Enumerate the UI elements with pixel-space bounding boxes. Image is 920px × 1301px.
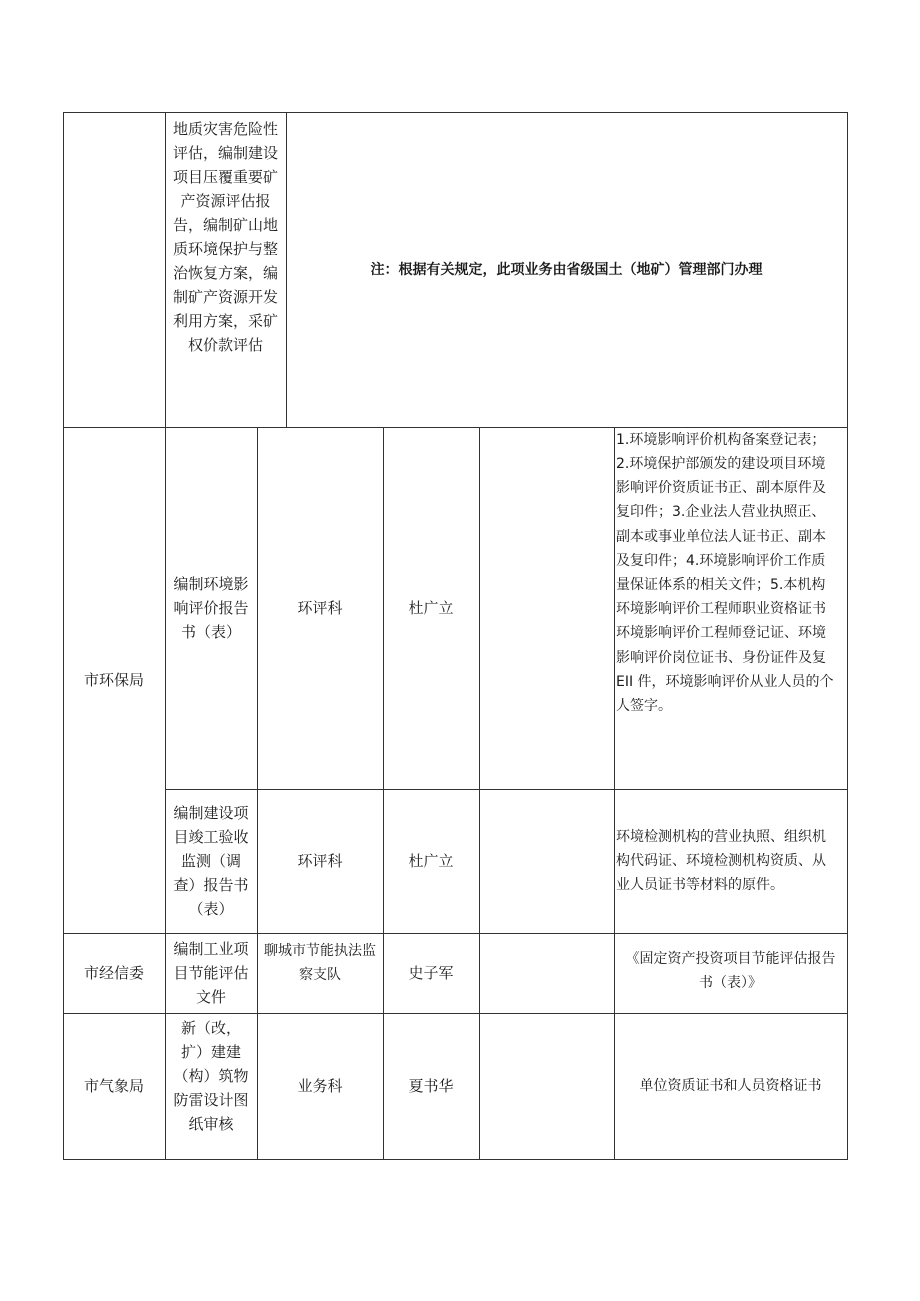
env-sub2-item-text: 编制建设项 目竣工验收 监测（调 查）报告书 （表） <box>173 804 249 918</box>
env-sub2-office-cell <box>257 789 383 933</box>
land-note-cell <box>286 112 847 427</box>
env-dept-text: 市环保局 <box>83 671 144 689</box>
table-border-right <box>847 112 848 1160</box>
econ-item-text: 编制工业项 目节能评估 文件 <box>173 940 249 1006</box>
weather-item-cell <box>165 1013 257 1138</box>
table-border-bottom <box>63 1159 848 1160</box>
land-note-text: 注：根据有关规定，此项业务由省级国土（地矿）管理部门办理 <box>370 261 763 278</box>
env-sub1-contact-cell <box>383 427 479 789</box>
env-dept-cell <box>63 427 165 933</box>
env-sub2-contact-cell <box>383 789 479 933</box>
econ-office-text: 聊城市节能执法监 察支队 <box>264 943 376 983</box>
col-divider-contact <box>479 427 480 1160</box>
econ-dept-cell <box>63 933 165 1013</box>
weather-office-text: 业务科 <box>297 1077 343 1095</box>
weather-item-text: 新（改， 扩）建建 （构）筑物 防雷设计图 纸审核 <box>173 1018 249 1133</box>
land-item-cell <box>165 112 286 362</box>
weather-office-cell <box>257 1013 383 1159</box>
env-sub1-office-text: 环评科 <box>297 599 343 617</box>
econ-dept-text: 市经信委 <box>83 964 144 982</box>
econ-req-cell <box>614 933 847 1008</box>
env-sub1-req-cell <box>614 428 847 718</box>
env-sub2-item-cell <box>165 789 257 933</box>
env-sub1-office-cell <box>257 427 383 789</box>
env-sub1-item-text: 编制环境影 响评价报告 书（表） <box>173 575 249 641</box>
weather-contact-cell <box>383 1013 479 1159</box>
env-sub2-req-text: 环境检测机构的营业执照、组织机 构代码证、环境检测机构资质、从 业人员证书等材料的原件。 <box>616 829 826 893</box>
env-sub1-contact-text: 杜广立 <box>408 599 454 617</box>
weather-req-text: 单位资质证书和人员资格证书 <box>639 1078 822 1094</box>
weather-dept-cell <box>63 1013 165 1159</box>
env-sub1-item-cell <box>165 427 257 789</box>
env-sub1-req-text: 1.环境影响评价机构备案登记表； 2.环境保护部颁发的建设项目环境 影响评价资质证书正、副本原件及 复印件；3.企业法人营业执照正、 副本或事业单位法人证书正、副本 及复印件；4.环境影响评价工作质 量保证体系的相关文件；5.本机构 环境影响评价工程师职业资格证书 环境影响评价工程师登记证、环境 影响评价岗位证书、身份证件及复 EII 件，环境影响评价从业人员的个 人签字。 <box>616 431 834 715</box>
econ-contact-text: 史子军 <box>408 964 454 982</box>
econ-contact-cell <box>383 933 479 1013</box>
econ-office-cell <box>257 933 383 993</box>
weather-contact-text: 夏书华 <box>408 1077 454 1095</box>
econ-req-text: 《固定资产投资项目节能评估报告 书（表）》 <box>625 950 836 991</box>
env-sub2-office-text: 环评科 <box>297 852 343 870</box>
env-sub2-req-cell <box>614 789 847 933</box>
econ-item-cell <box>165 933 257 1013</box>
weather-req-cell <box>614 1013 847 1159</box>
land-item-text: 地质灾害危险性 评估，编制建设 项目压覆重要矿 产资源评估报 告，编制矿山地 质环境保护与整 治恢复方案，编 制矿产资源开发 利用方案，采矿 权价款评估 <box>172 120 278 354</box>
env-sub2-contact-text: 杜广立 <box>408 852 454 870</box>
weather-dept-text: 市气象局 <box>83 1077 144 1095</box>
